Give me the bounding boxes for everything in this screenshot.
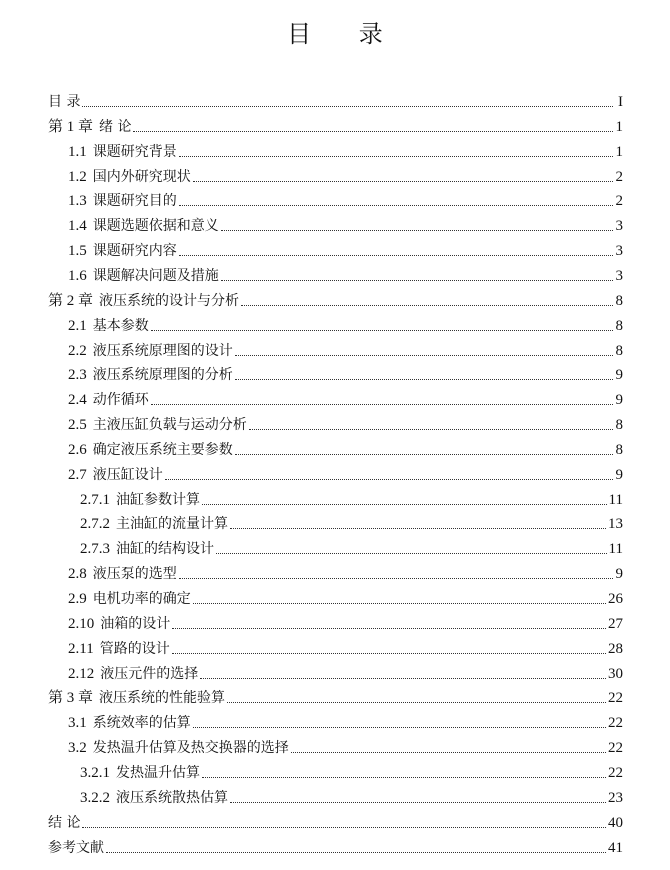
toc-entry-number: 2.7.2 — [80, 516, 110, 533]
toc-entry-title: 课题解决问题及措施 — [92, 267, 219, 284]
toc-entry-number: 1.4 — [68, 218, 87, 235]
toc-entry-label — [68, 640, 170, 658]
toc-entry-number: 3.2 — [68, 740, 87, 757]
toc-entry[interactable] — [68, 263, 623, 285]
toc-entry-number: 第 3 章 — [48, 690, 94, 707]
toc-page-number: 8 — [615, 317, 623, 334]
toc-entry-label — [68, 714, 191, 732]
toc-page-number: 41 — [608, 839, 623, 856]
toc-entry-title: 液压系统散热估算 — [116, 789, 228, 806]
toc-entry-number: 3.2.1 — [80, 764, 110, 781]
dot-leader — [235, 378, 613, 380]
toc-entry[interactable] — [48, 288, 623, 310]
dot-leader — [291, 751, 606, 753]
toc-page-number: 22 — [608, 690, 623, 707]
toc-entry[interactable] — [68, 611, 623, 633]
toc-entry[interactable] — [68, 412, 623, 434]
toc-entry-label — [68, 342, 233, 360]
toc-entry-number: 2.4 — [68, 392, 87, 409]
toc-entry-label — [80, 491, 200, 509]
dot-leader — [133, 130, 613, 132]
toc-entry-label — [68, 267, 219, 285]
toc-entry-number: 2.7 — [68, 466, 87, 483]
toc-page-number: 1 — [615, 118, 623, 135]
dot-leader — [221, 279, 613, 281]
toc-entry-label — [48, 839, 104, 857]
toc-page-number: I — [618, 94, 623, 110]
toc-entry[interactable] — [48, 810, 623, 832]
toc-entry-number: 3.2.2 — [80, 789, 110, 806]
toc-entry-label — [48, 292, 239, 310]
toc-page-number: 8 — [615, 292, 623, 309]
toc-entry-label — [48, 689, 225, 707]
toc-entry-title: 电机功率的确定 — [92, 591, 191, 607]
toc-entry[interactable] — [68, 188, 623, 210]
toc-page-number: 9 — [615, 566, 623, 583]
toc-entry-title: 油缸的结构设计 — [116, 541, 214, 558]
toc-page-number: 8 — [615, 342, 623, 359]
toc-entry-title: 确定液压系统主要参数 — [92, 441, 233, 458]
toc-entry-title: 课题研究目的 — [92, 193, 177, 210]
dot-leader — [179, 577, 613, 579]
dot-leader — [202, 776, 606, 778]
dot-leader — [165, 478, 613, 480]
toc-entry-number: 2.3 — [68, 367, 87, 384]
toc-page-number: 2 — [615, 168, 623, 185]
dot-leader — [193, 726, 606, 728]
toc-entry[interactable] — [80, 760, 623, 782]
toc-page-number: 3 — [615, 218, 623, 235]
toc-page-number: 9 — [615, 392, 623, 409]
toc-entry-number: 1.1 — [68, 143, 87, 160]
toc-entry-title: 油箱的设计 — [100, 615, 171, 632]
toc-page-number: 23 — [608, 789, 623, 806]
toc-page-number: 30 — [608, 665, 623, 682]
dot-leader — [106, 851, 606, 853]
dot-leader — [82, 826, 606, 828]
dot-leader — [235, 354, 613, 356]
toc-entry-title: 国内外研究现状 — [92, 168, 191, 185]
toc-entry-number: 1.2 — [68, 168, 87, 185]
toc-entry-label — [68, 143, 177, 161]
toc-entry-number: 第 1 章 — [48, 118, 94, 135]
dot-leader — [172, 652, 606, 654]
toc-page-number: 9 — [615, 367, 623, 384]
dot-leader — [241, 304, 613, 306]
toc-entry-label — [48, 93, 80, 111]
toc-entry[interactable] — [68, 586, 623, 608]
toc-entry[interactable] — [48, 685, 623, 707]
dot-leader — [193, 602, 606, 604]
page-title: 目 录 — [287, 20, 403, 48]
toc-entry-number: 2.2 — [68, 342, 87, 359]
toc-page-number: 27 — [608, 615, 623, 632]
toc-entry-label — [68, 168, 191, 186]
dot-leader — [221, 229, 613, 231]
dot-leader — [193, 180, 613, 182]
toc-page-number: 3 — [615, 243, 623, 260]
dot-leader — [172, 627, 606, 629]
toc-entry[interactable] — [68, 735, 623, 757]
toc-entry-number: 2.7.1 — [80, 491, 110, 508]
toc-entry[interactable] — [68, 561, 623, 583]
toc-page-number: 9 — [615, 466, 623, 483]
toc-entry[interactable] — [48, 114, 623, 136]
toc-entry-number: 2.7.3 — [80, 541, 110, 558]
toc-entry-title: 液压系统原理图的分析 — [92, 367, 233, 384]
dot-leader — [82, 105, 613, 107]
dot-leader — [179, 204, 613, 206]
toc-entry-label — [68, 739, 289, 757]
toc-entry-title: 液压元件的选择 — [100, 665, 199, 682]
toc-entry-title: 动作循环 — [92, 392, 149, 409]
toc-entry[interactable] — [68, 437, 623, 459]
toc-page-number: 13 — [608, 516, 623, 533]
toc-entry-number: 2.8 — [68, 566, 87, 583]
toc-entry-number: 1.5 — [68, 243, 87, 260]
toc-entry-title: 液压泵的选型 — [92, 566, 177, 583]
toc-entry-label — [68, 590, 191, 608]
dot-leader — [235, 453, 613, 455]
toc-entry-number: 2.6 — [68, 441, 87, 458]
toc-entry-title: 主油缸的流量计算 — [116, 516, 228, 533]
toc-entry[interactable] — [48, 89, 623, 111]
toc-entry-title: 发热温升估算 — [116, 764, 200, 781]
toc-entry-label — [68, 665, 198, 683]
toc-page-number: 28 — [608, 640, 623, 657]
toc-entry-title: 液压系统的性能验算 — [99, 690, 226, 707]
toc-entry-title: 课题研究内容 — [92, 243, 177, 260]
dot-leader — [249, 428, 613, 430]
toc-entry-label — [48, 118, 131, 136]
toc-entry-label — [68, 366, 233, 384]
toc-entry-label — [68, 317, 149, 335]
toc-entry-title: 液压系统原理图的设计 — [92, 342, 233, 359]
toc-page-number: 22 — [608, 715, 623, 732]
toc-entry[interactable] — [68, 661, 623, 683]
dot-leader — [151, 403, 613, 405]
dot-leader — [216, 552, 607, 554]
toc-entry[interactable] — [68, 362, 623, 384]
toc-entry-title: 油缸参数计算 — [116, 491, 200, 508]
toc-entry-title: 课题研究背景 — [92, 143, 177, 160]
toc-entry[interactable] — [68, 387, 623, 409]
toc-page-number: 22 — [608, 764, 623, 781]
toc-entry-title: 管路的设计 — [99, 640, 170, 657]
dot-leader — [151, 329, 613, 331]
toc-entry-number: 3.1 — [68, 715, 87, 732]
toc-entry-label — [68, 441, 233, 459]
toc-page-number: 1 — [615, 143, 623, 160]
dot-leader — [179, 155, 613, 157]
toc-entry-label — [80, 540, 214, 558]
dot-leader — [202, 503, 607, 505]
toc-entry-label — [68, 416, 247, 434]
toc-entry[interactable] — [68, 462, 623, 484]
dot-leader — [179, 254, 613, 256]
toc-entry-title: 参考文献 — [48, 839, 104, 856]
toc-entry-title: 课题选题依据和意义 — [92, 218, 219, 235]
toc-page-number: 8 — [615, 441, 623, 458]
toc-entry[interactable] — [68, 164, 623, 186]
toc-entry-title: 目 录 — [48, 94, 81, 110]
toc-entry-title: 液压系统的设计与分析 — [99, 292, 240, 309]
toc-entry[interactable] — [80, 536, 623, 558]
toc-entry-title: 结 论 — [48, 814, 81, 831]
toc-entry-label — [68, 466, 163, 484]
toc-entry[interactable] — [68, 338, 623, 360]
toc-page-number: 11 — [608, 491, 623, 508]
toc-page-number: 40 — [608, 814, 623, 831]
toc-page-number: 2 — [615, 193, 623, 210]
toc-entry[interactable] — [68, 139, 623, 161]
toc-entry-title: 系统效率的估算 — [92, 715, 191, 732]
toc-entry[interactable] — [80, 487, 623, 509]
toc-entry-label — [80, 764, 200, 782]
toc-entry-label — [68, 391, 149, 409]
toc-entry-label — [80, 515, 228, 533]
dot-leader — [200, 677, 606, 679]
toc-page-number: 11 — [608, 541, 623, 558]
toc-entry-number: 2.5 — [68, 417, 87, 434]
toc-entry-number: 2.12 — [68, 665, 95, 682]
toc-page-number: 3 — [615, 267, 623, 284]
toc-entry-number: 1.3 — [68, 193, 87, 210]
dot-leader — [230, 527, 606, 529]
toc-entry-label — [68, 615, 170, 633]
toc-entry[interactable] — [68, 636, 623, 658]
toc-entry-label — [68, 242, 177, 260]
toc-entry[interactable] — [48, 835, 623, 857]
toc-entry[interactable] — [68, 213, 623, 235]
toc-entry-title: 绪 论 — [99, 118, 132, 135]
dot-leader — [230, 801, 606, 803]
toc-entry[interactable] — [68, 710, 623, 732]
toc-entry-label — [48, 814, 80, 832]
toc-entry-number: 2.11 — [68, 640, 94, 657]
toc-page-number: 22 — [608, 740, 623, 757]
toc-entry-label — [80, 789, 228, 807]
toc-entry-number: 第 2 章 — [48, 292, 94, 309]
toc-entry-label — [68, 565, 177, 583]
toc-entry[interactable] — [80, 511, 623, 533]
toc-entry-label — [68, 217, 219, 235]
toc-page-number: 26 — [608, 591, 623, 607]
toc-page-number: 8 — [615, 417, 623, 434]
toc-entry-title: 主液压缸负载与运动分析 — [92, 417, 247, 434]
toc-entry[interactable] — [80, 785, 623, 807]
toc-entry-number: 2.9 — [68, 591, 87, 607]
toc-entry-title: 基本参数 — [92, 317, 149, 334]
toc-entry[interactable] — [68, 238, 623, 260]
toc-entry-number: 2.10 — [68, 615, 95, 632]
toc-entry-number: 1.6 — [68, 267, 87, 284]
toc-entry-number: 2.1 — [68, 317, 87, 334]
toc-entry-title: 液压缸设计 — [92, 466, 163, 483]
toc-entry[interactable] — [68, 313, 623, 335]
toc-entry-label — [68, 192, 177, 210]
toc-entry-title: 发热温升估算及热交换器的选择 — [92, 740, 289, 757]
dot-leader — [227, 701, 606, 703]
